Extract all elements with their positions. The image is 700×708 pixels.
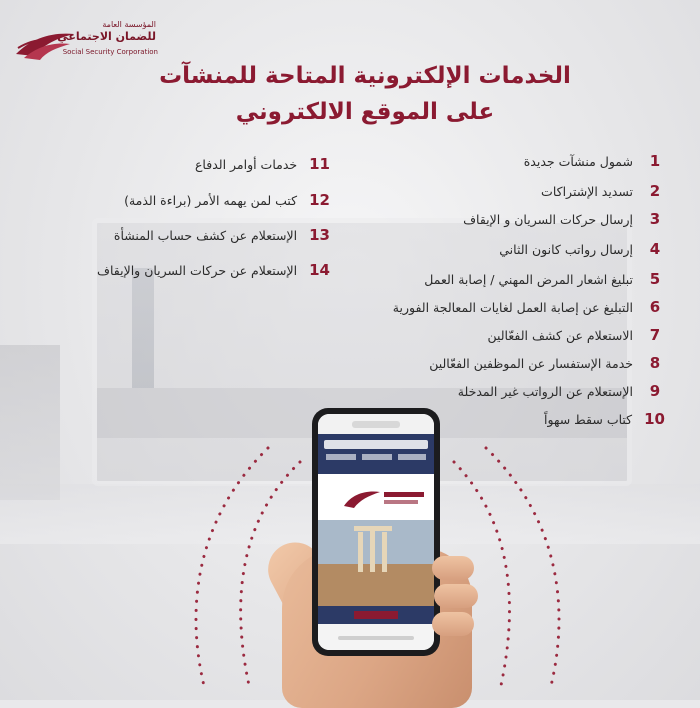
service-label: شمول منشآت جديدة [523,153,633,169]
title-line-2: على الموقع الالكتروني [235,99,495,125]
service-label: خدمات أوامر الدفاع [194,156,298,172]
service-number: 12 [309,191,330,209]
service-label: كتب لمن يهمه الأمر (براءة الذمة) [124,192,298,208]
phone-screen [318,414,434,650]
service-label: الإستعلام عن كشف حساب المنشأة [113,227,298,243]
hand-finger [432,556,474,580]
service-number: 1 [649,152,661,170]
service-number: 6 [649,298,661,316]
service-number: 8 [649,354,661,372]
hand-finger [434,584,478,608]
logo-arabic-main: للضمان الاجتماعي [57,30,156,43]
service-number: 9 [649,382,661,400]
service-number: 3 [649,210,661,228]
service-number: 4 [649,240,661,258]
service-number: 5 [649,270,661,288]
service-label: تبليغ اشعار المرض المهني / إصابة العمل [424,271,633,287]
service-label: تسديد الإشتراكات [541,183,633,199]
hand-finger [432,612,474,636]
service-number: 14 [309,261,330,279]
service-label: الإستعلام عن الرواتب غير المدخلة [457,383,633,399]
title-line-1: الخدمات الإلكترونية المتاحة للمنشآت [159,63,571,89]
service-label: الإستعلام عن حركات السريان والإيقاف [97,262,298,278]
service-label: إرسال رواتب كانون الثاني [499,241,633,257]
service-number: 2 [649,182,661,200]
service-number: 13 [309,226,330,244]
smartphone [312,408,440,656]
service-number: 7 [649,326,661,344]
logo-english: Social Security Corporation [62,48,158,56]
service-label: كتاب سقط سهواً [544,411,633,427]
service-number: 11 [309,155,330,173]
service-label: خدمة الإستفسار عن الموظفين الفعّالين [429,355,633,371]
phone-screen-website [318,414,434,650]
service-label: الاستعلام عن كشف الفعّالين [487,327,633,343]
service-label: التبليغ عن إصابة العمل لغايات المعالجة الفورية [392,299,633,315]
service-label: إرسال حركات السريان و الإيقاف [463,211,633,227]
logo-arabic-top: المؤسسة العامة [102,20,156,29]
service-number: 10 [644,410,665,428]
